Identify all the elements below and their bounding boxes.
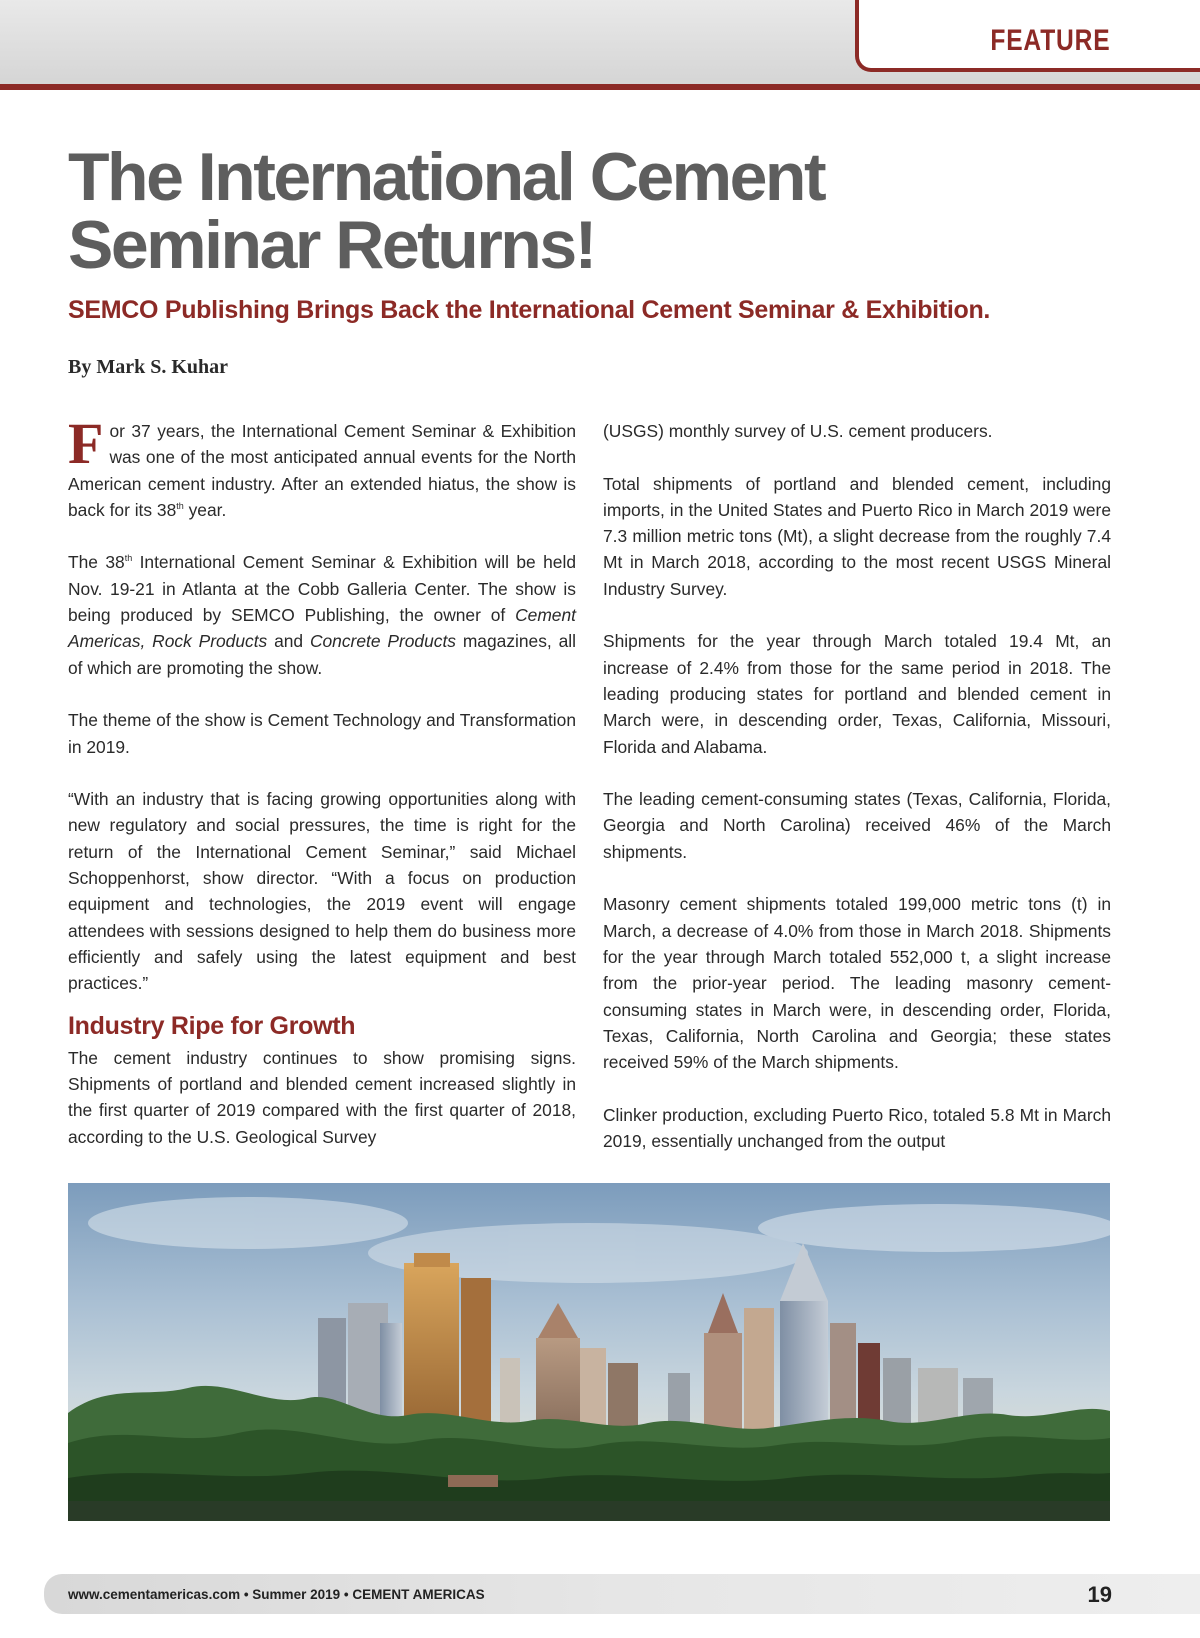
paragraph-1-end: year. [183,499,227,520]
paragraph-r2: Total shipments of portland and blended cement, including imports, in the United States and Puerto Rico in March 2019 were 7.3 million metric tons (Mt), a slight decrease from the roughly 7.4 Mt in March 2018, according to the most recent USGS Mineral Industry Survey. [603,473,1111,599]
paragraph-5: The cement industry continues to show promising signs. Shipments of portland and blended cement increased slightly in the first quarter of 2019 compared with the first quarter of 2018, according to the U.S. Geological Survey [68,1047,576,1147]
atlanta-skyline-photo [68,1183,1110,1521]
paragraph-2-start: The 38 [68,552,125,573]
magazine-name: Concrete Products [309,631,456,652]
paragraph-3: The theme of the show is Cement Technology and Transformation in 2019. [68,710,576,757]
paragraph-r3: Shipments for the year through March totaled 19.4 Mt, an increase of 2.4% from those for the same period in 2018. The leading producing states for portland and blended cement in March were, in descending order, Texas, California, Missouri, Florida and Alabama. [603,631,1111,757]
text-column-left [68,411,576,1176]
title-line-1: The International Cement [68,139,825,215]
header-rule [0,84,1200,90]
superscript: th [176,501,184,512]
paragraph-2-and: and [267,631,310,652]
paragraph-2-mid: International Cement Seminar & Exhibition will be held Nov. 19-21 in Atlanta at the Cobb Galleria Center. The show is being produced by SEMCO Publishing, the owner of [68,552,576,626]
paragraph-4: “With an industry that is facing growing opportunities along with new regulatory and social pressures, the time is right for the return of the International Cement Seminar,” said Michael Schoppenhorst, show director. “With a focus on production equipment and technologies, the 2019 event will engage attendees with sessions designed to help them do business more efficiently and safely using the latest equipment and best practices.” [68,789,576,994]
paragraph-r1: (USGS) monthly survey of U.S. cement producers. [603,421,993,441]
paragraph-2-end: magazines, all of which are promoting the show. [68,631,576,678]
text-column-right [603,418,1111,1181]
paragraph-r5: Masonry cement shipments totaled 199,000 metric tons (t) in March, a decrease of 4.0% from those in March 2018. Shipments for the year through March totaled 552,000 t, a slight increase from the prior-year period. The leading masonry cement-consuming states in March were, in descending order, Florida, Texas, California, North Carolina and Georgia; these states received 59% of the March shipments. [603,894,1111,1073]
magazine-names: Cement Americas, Rock Products [68,605,576,652]
page-number: 19 [1087,1582,1112,1607]
paragraph-r4: The leading cement-consuming states (Texas, California, Florida, Georgia and North Carolina) received 46% of the March shipments. [603,789,1111,862]
footer-text: www.cementamericas.com • Summer 2019 • CEMENT AMERICAS [68,1587,485,1602]
article-title [68,139,1068,283]
paragraph-2 [68,549,576,680]
article-subtitle: SEMCO Publishing Brings Back the International Cement Seminar & Exhibition. [68,296,991,324]
paragraph-1-text: or 37 years, the International Cement Seminar & Exhibition was one of the most anticipated annual events for the North American cement industry. After an extended hiatus, the show is back for its 38 [68,421,576,520]
drop-cap: F [68,411,104,476]
section-label: FEATURE [989,24,1110,57]
section-heading: Industry Ripe for Growth [68,1011,356,1040]
superscript: th [124,553,133,564]
skyline-illustration [68,1183,1110,1521]
paragraph-1 [68,411,576,523]
title-line-2: Seminar Returns! [68,207,595,283]
paragraph-r6: Clinker production, excluding Puerto Rico, totaled 5.8 Mt in March 2019, essentially unchanged from the output [603,1104,1111,1152]
byline: By Mark S. Kuhar [68,356,229,378]
